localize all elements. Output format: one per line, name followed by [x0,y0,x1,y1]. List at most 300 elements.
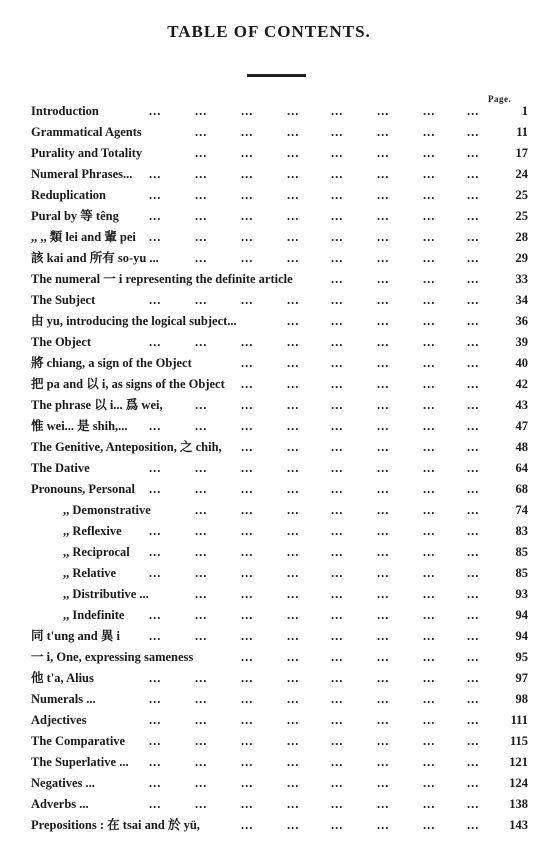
leader-dots: ... [467,776,480,790]
leader-dots: ... [287,755,300,769]
toc-entry [31,689,528,710]
toc-entry-page: 64 [515,461,528,475]
leader-dots: ... [377,167,390,181]
leader-dots: ... [467,419,480,433]
leader-dots: ... [377,419,390,433]
leader-dots: ... [195,209,208,223]
leader-dots: ... [467,251,480,265]
leader-dots: ... [149,797,162,811]
toc-entry-label: Grammatical Agents [31,125,142,139]
leader-dots: ... [149,755,162,769]
toc-entry-label: Adjectives [31,713,87,727]
toc-entry-page: 111 [510,713,528,727]
leader-dots: ... [149,734,162,748]
toc-entry-label: ,, Reciprocal [63,545,130,559]
leader-dots: ... [287,356,300,370]
leader-dots: ... [377,566,390,580]
leader-dots: ... [287,566,300,580]
leader-dots: ... [377,755,390,769]
leader-dots: ... [331,188,344,202]
leader-dots: ... [423,398,436,412]
toc-entry-page: 40 [515,356,528,370]
leader-dots: ... [331,461,344,475]
toc-entry-page: 39 [515,335,528,349]
leader-dots: ... [467,566,480,580]
leader-dots: ... [423,356,436,370]
page-title: TABLE OF CONTENTS. [167,22,371,41]
leader-dots: ... [241,398,254,412]
toc-entry-page: 138 [509,797,528,811]
leader-dots: ... [467,650,480,664]
leader-dots: ... [287,587,300,601]
toc-entry-label: 同 t'ung and 異 i [31,629,120,643]
leader-dots: ... [467,587,480,601]
leader-dots: ... [331,692,344,706]
toc-entry [31,437,528,458]
toc-entry-label: 一 i, One, expressing sameness [31,650,194,664]
leader-dots: ... [423,251,436,265]
leader-dots: ... [331,377,344,391]
leader-dots: ... [377,776,390,790]
leader-dots: ... [467,545,480,559]
leader-dots: ... [195,230,208,244]
leader-dots: ... [287,167,300,181]
leader-dots: ... [195,251,208,265]
leader-dots: ... [331,125,344,139]
leader-dots: ... [287,482,300,496]
leader-dots: ... [377,293,390,307]
leader-dots: ... [149,776,162,790]
leader-dots: ... [287,818,300,832]
leader-dots: ... [331,524,344,538]
leader-dots: ... [241,524,254,538]
toc-entry [31,227,528,248]
toc-entry [31,374,528,395]
toc-entry-label: Numeral Phrases... [31,167,133,181]
leader-dots: ... [467,608,480,622]
toc-entry-label: ,, Distributive ... [63,587,149,601]
leader-dots: ... [287,230,300,244]
toc-entry-label: The Comparative [31,734,126,748]
toc-entry-page: 25 [515,209,528,223]
toc-entry-label: 他 t'a, Alius [31,671,94,685]
leader-dots: ... [467,209,480,223]
leader-dots: ... [467,146,480,160]
toc-entry-label: Purality and Totality [31,146,143,160]
leader-dots: ... [423,629,436,643]
leader-dots: ... [331,671,344,685]
toc-entry-page: 143 [509,818,528,832]
title-rule [247,74,306,77]
leader-dots: ... [287,377,300,391]
leader-dots: ... [195,503,208,517]
leader-dots: ... [377,251,390,265]
leader-dots: ... [241,545,254,559]
leader-dots: ... [195,524,208,538]
toc-entry-label: Prepositions : 在 tsai and 於 yü, [31,818,200,832]
leader-dots: ... [423,545,436,559]
toc-entry-page: 34 [515,293,528,307]
leader-dots: ... [467,314,480,328]
leader-dots: ... [241,209,254,223]
leader-dots: ... [195,167,208,181]
leader-dots: ... [377,335,390,349]
leader-dots: ... [331,314,344,328]
leader-dots: ... [241,251,254,265]
leader-dots: ... [241,671,254,685]
toc-entry-page: 124 [509,776,528,790]
toc-entry [31,185,528,206]
leader-dots: ... [241,608,254,622]
leader-dots: ... [149,713,162,727]
leader-dots: ... [423,776,436,790]
leader-dots: ... [331,440,344,454]
leader-dots: ... [467,440,480,454]
leader-dots: ... [287,293,300,307]
leader-dots: ... [149,188,162,202]
leader-dots: ... [423,650,436,664]
leader-dots: ... [241,335,254,349]
leader-dots: ... [195,692,208,706]
leader-dots: ... [195,671,208,685]
leader-dots: ... [287,650,300,664]
toc-entry [31,458,528,479]
toc-entry-label: The Dative [31,461,90,475]
toc-entry-page: 85 [515,566,528,580]
toc-entry-page: 24 [515,167,528,181]
leader-dots: ... [241,167,254,181]
leader-dots: ... [331,419,344,433]
leader-dots: ... [467,671,480,685]
leader-dots: ... [467,734,480,748]
leader-dots: ... [423,671,436,685]
leader-dots: ... [423,146,436,160]
leader-dots: ... [331,566,344,580]
toc-entry-label: 惟 wei... 是 shih,... [31,419,128,433]
leader-dots: ... [241,587,254,601]
leader-dots: ... [331,272,344,286]
leader-dots: ... [377,209,390,223]
leader-dots: ... [423,104,436,118]
leader-dots: ... [423,377,436,391]
page-column-header: Page. [488,94,512,104]
leader-dots: ... [149,629,162,643]
leader-dots: ... [467,503,480,517]
toc-entry [31,269,528,290]
toc-entry [31,122,528,143]
toc-entry-page: 93 [515,587,528,601]
leader-dots: ... [287,251,300,265]
leader-dots: ... [241,377,254,391]
leader-dots: ... [287,209,300,223]
leader-dots: ... [287,629,300,643]
toc-entry-page: 43 [515,398,528,412]
leader-dots: ... [331,503,344,517]
leader-dots: ... [331,608,344,622]
leader-dots: ... [377,377,390,391]
leader-dots: ... [241,713,254,727]
leader-dots: ... [467,335,480,349]
toc-entry [31,563,528,584]
leader-dots: ... [423,209,436,223]
leader-dots: ... [467,461,480,475]
toc-entry [31,416,528,437]
toc-entry-label: ,, Relative [63,566,117,580]
toc-entry-label: The Subject [31,293,96,307]
leader-dots: ... [331,797,344,811]
leader-dots: ... [241,230,254,244]
toc-entry-page: 33 [515,272,528,286]
leader-dots: ... [195,713,208,727]
leader-dots: ... [195,608,208,622]
leader-dots: ... [287,734,300,748]
toc-entry-label: Reduplication [31,188,107,202]
leader-dots: ... [241,104,254,118]
toc-entry [31,143,528,164]
leader-dots: ... [287,188,300,202]
leader-dots: ... [195,461,208,475]
leader-dots: ... [241,461,254,475]
leader-dots: ... [241,356,254,370]
toc-entry-label: Pural by 等 têng [31,209,119,223]
leader-dots: ... [287,440,300,454]
toc-entry-page: 74 [515,503,528,517]
leader-dots: ... [377,272,390,286]
toc-entry [31,521,528,542]
toc-entry [31,752,528,773]
leader-dots: ... [287,524,300,538]
toc-entry [31,542,528,563]
toc-entry [31,101,528,122]
leader-dots: ... [331,293,344,307]
leader-dots: ... [149,524,162,538]
toc-entry [31,584,528,605]
toc-entry-label: The numeral 一 i representing the definite article [31,272,293,286]
toc-entry [31,815,528,836]
leader-dots: ... [287,125,300,139]
leader-dots: ... [377,734,390,748]
toc-entry-label: 將 chiang, a sign of the Object [31,356,192,370]
toc-entry [31,290,528,311]
leader-dots: ... [331,251,344,265]
leader-dots: ... [423,587,436,601]
toc-entry-label: Pronouns, Personal [31,482,135,496]
toc-entry-page: 94 [515,629,528,643]
leader-dots: ... [423,167,436,181]
leader-dots: ... [423,272,436,286]
toc-entry-page: 94 [515,608,528,622]
toc-entry-label: The Genitive, Anteposition, 之 chih, [31,440,222,454]
leader-dots: ... [195,755,208,769]
leader-dots: ... [467,104,480,118]
leader-dots: ... [423,713,436,727]
leader-dots: ... [195,188,208,202]
leader-dots: ... [467,629,480,643]
leader-dots: ... [377,650,390,664]
leader-dots: ... [331,356,344,370]
toc-entry-page: 11 [516,125,528,139]
toc-entry [31,164,528,185]
leader-dots: ... [423,230,436,244]
toc-entry [31,311,528,332]
leader-dots: ... [241,692,254,706]
leader-dots: ... [149,461,162,475]
toc-entry-page: 47 [515,419,528,433]
leader-dots: ... [195,293,208,307]
toc-entry [31,479,528,500]
toc-entry [31,353,528,374]
toc-entry-label: 該 kai and 所有 so-yu ... [31,251,159,265]
toc-entry [31,731,528,752]
leader-dots: ... [241,566,254,580]
leader-dots: ... [467,356,480,370]
leader-dots: ... [241,419,254,433]
leader-dots: ... [377,587,390,601]
toc-entry-page: 121 [509,755,528,769]
toc-entry-page: 1 [521,104,528,118]
leader-dots: ... [287,692,300,706]
leader-dots: ... [377,692,390,706]
toc-entry-page: 28 [515,230,528,244]
leader-dots: ... [377,545,390,559]
toc-entry-page: 36 [515,314,528,328]
leader-dots: ... [287,398,300,412]
leader-dots: ... [195,335,208,349]
leader-dots: ... [287,671,300,685]
toc-entry [31,248,528,269]
leader-dots: ... [467,482,480,496]
toc-list [31,101,528,836]
leader-dots: ... [195,797,208,811]
leader-dots: ... [241,650,254,664]
leader-dots: ... [241,188,254,202]
leader-dots: ... [241,293,254,307]
leader-dots: ... [377,818,390,832]
leader-dots: ... [241,734,254,748]
leader-dots: ... [195,587,208,601]
leader-dots: ... [287,608,300,622]
leader-dots: ... [331,482,344,496]
leader-dots: ... [241,146,254,160]
leader-dots: ... [331,230,344,244]
leader-dots: ... [423,755,436,769]
toc-entry [31,332,528,353]
toc-entry-label: The Superlative ... [31,755,129,769]
leader-dots: ... [423,608,436,622]
toc-entry-label: ,, Demonstrative [63,503,151,517]
toc-entry-page: 115 [509,734,528,748]
leader-dots: ... [467,755,480,769]
leader-dots: ... [377,797,390,811]
leader-dots: ... [287,146,300,160]
leader-dots: ... [195,104,208,118]
leader-dots: ... [331,818,344,832]
leader-dots: ... [467,293,480,307]
leader-dots: ... [149,104,162,118]
leader-dots: ... [195,629,208,643]
leader-dots: ... [287,776,300,790]
toc-entry [31,647,528,668]
leader-dots: ... [377,671,390,685]
leader-dots: ... [287,797,300,811]
leader-dots: ... [241,125,254,139]
leader-dots: ... [377,440,390,454]
leader-dots: ... [195,419,208,433]
toc-entry [31,605,528,626]
leader-dots: ... [467,167,480,181]
leader-dots: ... [331,734,344,748]
toc-entry [31,668,528,689]
leader-dots: ... [331,146,344,160]
leader-dots: ... [467,125,480,139]
toc-entry-label: Negatives ... [31,776,95,790]
leader-dots: ... [149,167,162,181]
leader-dots: ... [377,461,390,475]
leader-dots: ... [287,314,300,328]
leader-dots: ... [241,440,254,454]
leader-dots: ... [149,335,162,349]
leader-dots: ... [467,230,480,244]
leader-dots: ... [423,125,436,139]
toc-entry-label: Introduction [31,104,99,118]
toc-entry-label: The Object [31,335,92,349]
leader-dots: ... [287,461,300,475]
toc-entry-label: ,, Reflexive [63,524,122,538]
leader-dots: ... [423,419,436,433]
leader-dots: ... [149,230,162,244]
leader-dots: ... [149,671,162,685]
leader-dots: ... [377,188,390,202]
leader-dots: ... [423,524,436,538]
toc-entry [31,773,528,794]
leader-dots: ... [195,776,208,790]
leader-dots: ... [195,146,208,160]
leader-dots: ... [149,545,162,559]
toc-entry-page: 95 [515,650,528,664]
toc-entry-page: 68 [515,482,528,496]
leader-dots: ... [241,503,254,517]
toc-entry-page: 85 [515,545,528,559]
leader-dots: ... [467,692,480,706]
leader-dots: ... [331,398,344,412]
toc-entry-page: 98 [515,692,528,706]
leader-dots: ... [195,398,208,412]
leader-dots: ... [377,398,390,412]
leader-dots: ... [331,167,344,181]
leader-dots: ... [423,335,436,349]
leader-dots: ... [287,713,300,727]
leader-dots: ... [287,545,300,559]
leader-dots: ... [241,797,254,811]
leader-dots: ... [287,419,300,433]
leader-dots: ... [467,524,480,538]
leader-dots: ... [377,314,390,328]
toc-entry-page: 48 [515,440,528,454]
leader-dots: ... [331,755,344,769]
leader-dots: ... [467,272,480,286]
leader-dots: ... [377,482,390,496]
leader-dots: ... [377,146,390,160]
toc-entry-page: 42 [515,377,528,391]
leader-dots: ... [331,104,344,118]
leader-dots: ... [149,566,162,580]
leader-dots: ... [195,734,208,748]
leader-dots: ... [241,776,254,790]
leader-dots: ... [331,587,344,601]
leader-dots: ... [377,524,390,538]
toc-entry-label: The phrase 以 i... 爲 wei, [31,398,163,412]
leader-dots: ... [377,713,390,727]
